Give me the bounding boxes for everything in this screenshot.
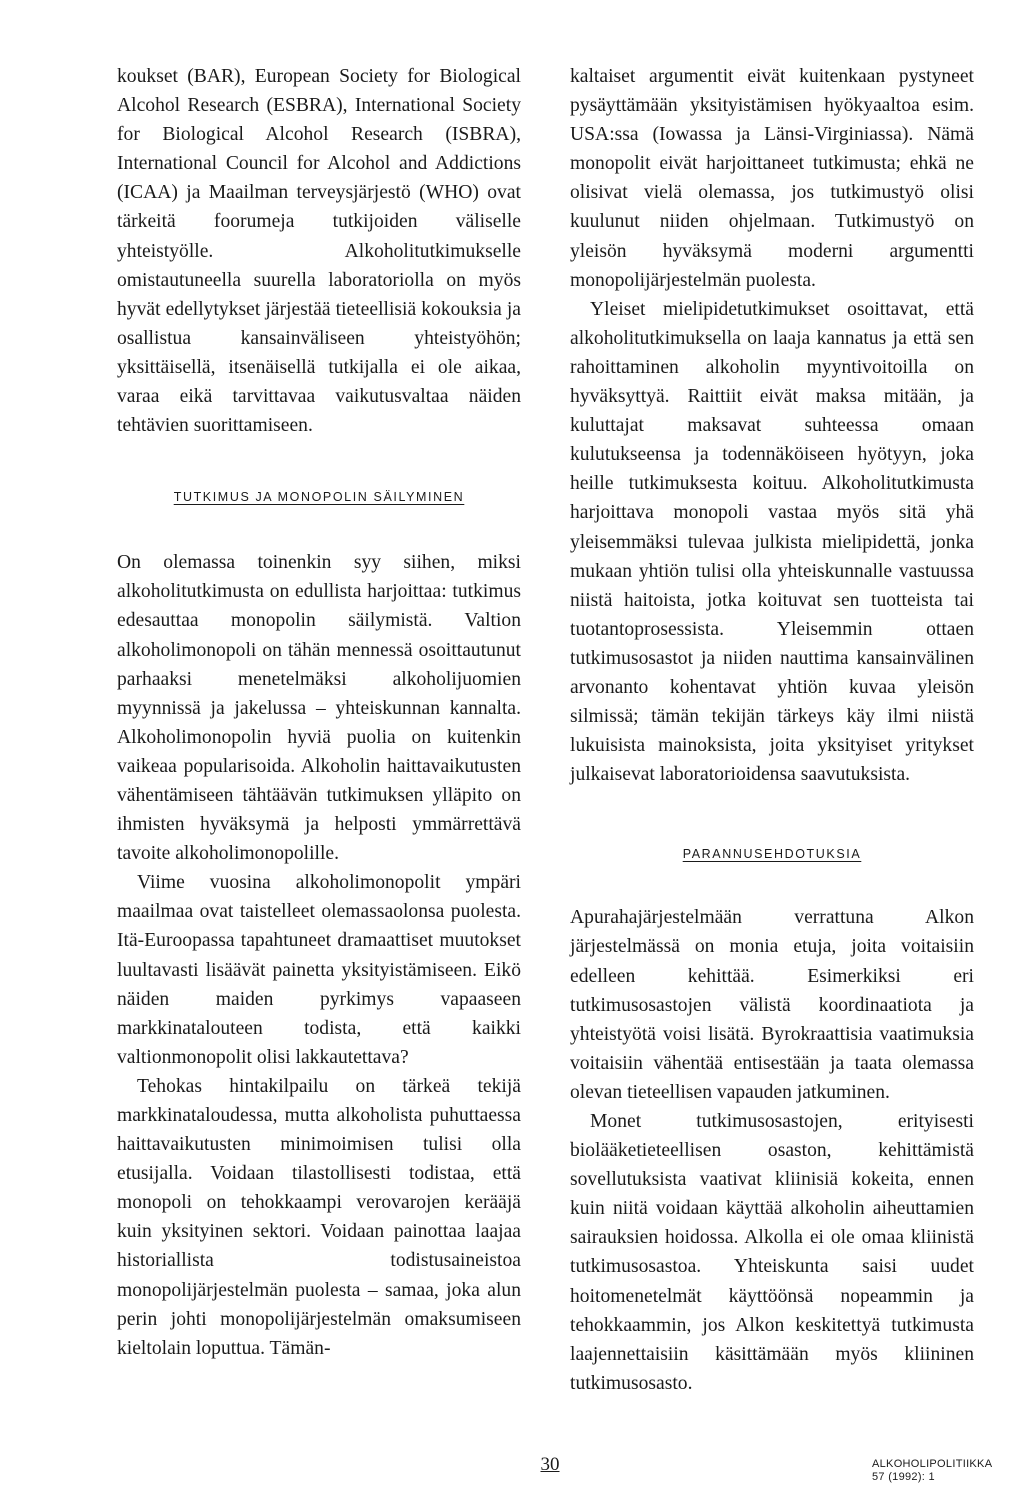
section-heading: TUTKIMUS JA MONOPOLIN SÄILYMINEN (173, 490, 465, 505)
section-heading: PARANNUSEHDOTUKSIA (682, 847, 862, 862)
paragraph: Yleiset mielipidetutkimukset osoittavat, että alkoholitutkimuksella on laaja kannatus ja että sen rahoittaminen alkoholin myyntivoitoilla on hyväksyttyä. Raittiit eivät maksa mitään, ja kuluttajat maksavat suhteessa omaan kulutukseensa ja todennäköiseen hyötyyn, joka heille tutkimuksesta koituu. Alkoholitutkimusta harjoittava monopoli vastaa myös sitä yhä yleisemmäksi tulevaa julkista mielipidettä, jonka mukaan yhtiön tulisi olla yhteiskunnalle vastuussa niistä haitoista, jotka koituvat sen tuotteista tai tuotantoprosessista. Yleisemmin ottaen tutkimusosastot ja niiden nauttima kansainvälinen arvonanto kohentavat yhtiön kuvaa yleisön silmissä; tämän tekijän tärkeys käy ilmi niistä lukuisista mainoksista, joita yksityiset yritykset julkaisevat laboratorioidensa saavutuksista. (570, 298, 974, 786)
paragraph: koukset (BAR), European Society for Biological Alcohol Research (ESBRA), International Society for Biological Alcohol Research (ISBRA), International Council for Alcohol and Addictions (ICAA) ja Maailman terveysjärjestö (WHO) ovat tärkeitä foorumeja tutkijoiden väliselle yhteistyölle. Alkoholitutkimukselle omistautuneella suurella laboratoriolla on myös hyvät edellytykset järjestää tieteellisiä kokouksia ja osallistua kansainväliseen yhteistyöhön; yksittäisellä, itsenäisellä tutkijalla ei ole aikaa, varaa eikä tarvittavaa vaikutusvaltaa näiden tehtävien suorittamiseen. (117, 66, 521, 437)
paragraph: Monet tutkimusosastojen, erityisesti biolääketieteellisen osaston, kehittämistä sovellutuksista vaativat kliinisiä kokeita, ennen kuin niitä voidaan käyttää alkoholin aiheuttamien sairauksien hoidossa. Alkolla ei ole omaa kliinistä tutkimusosastoa. Yhteiskunta saisi uudet hoitomenetelmät käyttöönsä nopeammin ja tehokkaammin, jos Alkon keskitettyä tutkimusta laajennettaisiin käsittämään myös kliininen tutkimusosasto. (570, 1111, 974, 1394)
paragraph: kaltaiset argumentit eivät kuitenkaan pystyneet pysäyttämään yksityistämisen hyökyaaltoa esim. USA:ssa (Iowassa ja Länsi-Virginiassa). Nämä monopolit eivät harjoittaneet tutkimusta; ehkä ne olisivat vielä olemassa, jos tutkimustyö olisi kuulunut niiden ohjelmaan. Tutkimustyö on yleisön hyväksymä moderni argumentti monopolijärjestelmän puolesta. (570, 66, 974, 291)
left-column (117, 62, 521, 1363)
paragraph: Tehokas hintakilpailu on tärkeä tekijä markkinataloudessa, mutta alkoholista puhuttaessa haittavaikutusten minimoimisen tulisi olla etusijalla. Voidaan tilastollisesti todistaa, että monopoli on tehokkaampi verovarojen kerääjä kuin yksityinen sektori. Voidaan painottaa laajaa historiallista todistusaineistoa monopolijärjestelmän puolesta – samaa, joka alun perin johti monopolijärjestelmän omaksumiseen kieltolain loputtua. Tämän- (117, 1075, 521, 1359)
page-number: 30 (540, 1454, 560, 1475)
right-column (570, 62, 974, 1398)
journal-issue: 57 (1992): 1 (872, 1471, 935, 1483)
paragraph: Viime vuosina alkoholimonopolit ympäri maailmaa ovat taistelleet olemassaolonsa puolesta. Itä-Euroopassa tapahtuneet dramaattiset muutokset luultavasti lisäävät painetta yksityistämiseen. Eikö näiden maiden pyrkimys vapaaseen markkinatalouteen todista, että kaikki valtionmonopolit olisi lakkautettava? (117, 872, 521, 1068)
paragraph: On olemassa toinenkin syy siihen, miksi alkoholitutkimusta on edullista harjoittaa: tutkimus edesauttaa monopolin säilymistä. Valtion alkoholimonopoli on tähän mennessä osoittautunut parhaaksi menetelmäksi alkoholijuomien myynnissä ja jakelussa – yhteiskunnan kannalta. Alkoholimonopolin hyviä puolia on kuitenkin vaikeaa popularisoida. Alkoholin haittavaikutusten vähentämiseen tähtäävän tutkimuksen ylläpito on ihmisten hyväksymä ja helposti ymmärrettävä tavoite alkoholimonopolille. (117, 552, 521, 865)
journal-reference (872, 1458, 992, 1484)
journal-name: ALKOHOLIPOLITIIKKA (872, 1458, 993, 1470)
paragraph: Apurahajärjestelmään verrattuna Alkon järjestelmässä on monia etuja, joita voitaisiin edelleen kehittää. Esimerkiksi eri tutkimusosastojen välistä koordinaatiota ja yhteistyötä voisi lisätä. Byrokraattisia vaatimuksia voitaisiin vähentää entisestään ja taata olemassa olevan tieteellisen vapauden jatkuminen. (570, 907, 974, 1103)
